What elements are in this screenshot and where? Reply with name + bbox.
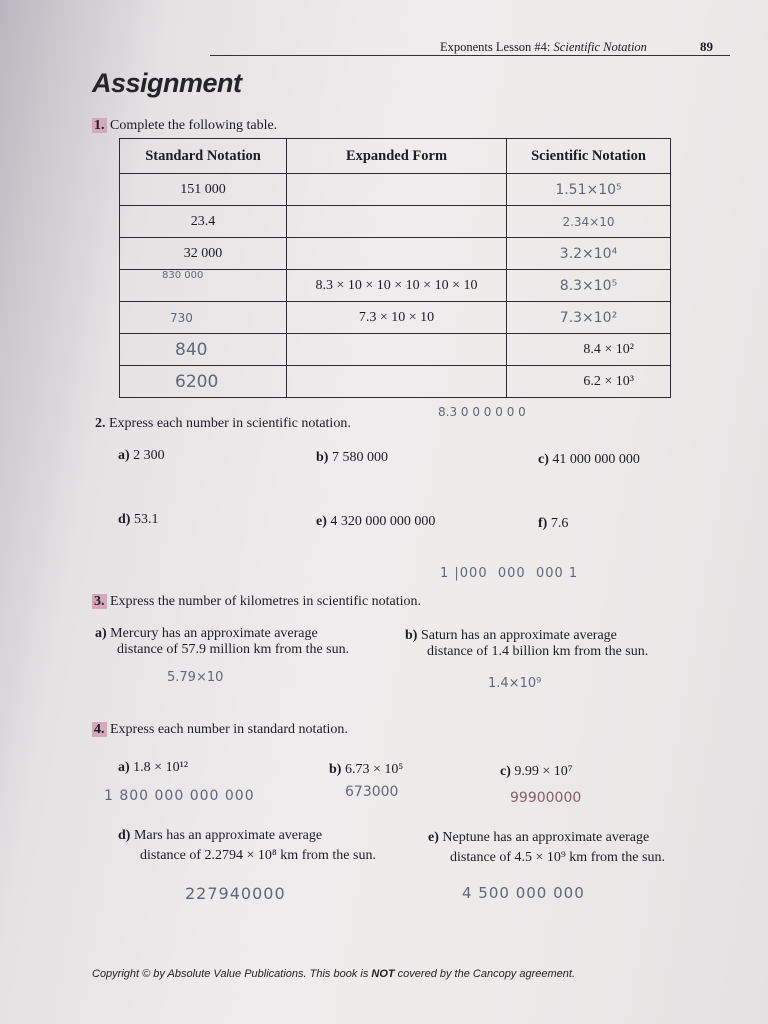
question-number: 4. xyxy=(94,722,105,737)
q3-part-a: a) Mercury has an approximate average distance of 57.9 million km from the sun. xyxy=(95,626,350,657)
question-2 xyxy=(95,416,351,432)
standard-cell: 151 000 xyxy=(120,174,287,206)
table-row xyxy=(120,206,671,238)
question-number: 2. xyxy=(95,416,106,431)
expanded-cell xyxy=(287,366,507,398)
page-number: 89 xyxy=(700,39,713,54)
q4-part-d: d) Mars has an approximate average distance of 2.2794 × 10⁸ km from the sun. xyxy=(118,828,376,863)
standard-cell: 730 xyxy=(120,302,287,334)
standard-cell: 6200 xyxy=(120,366,287,398)
copyright-notice: Copyright © by Absolute Value Publications. This book is NOT covered by the Cancopy agreement. xyxy=(92,968,576,980)
standard-cell: 23.4 xyxy=(120,206,287,238)
q2-part-e: e) 4 320 000 000 000 xyxy=(316,514,436,529)
q4-part-b: b) 6.73 × 10⁵ xyxy=(329,762,404,777)
question-4 xyxy=(92,722,348,738)
q2-part-f: f) 7.6 xyxy=(538,516,569,531)
q4-part-a: a) 1.8 × 10¹² xyxy=(118,760,188,775)
table-row xyxy=(120,334,671,366)
table-row xyxy=(120,270,671,302)
q3-part-b: b) Saturn has an approximate average distance of 1.4 billion km from the sun. xyxy=(405,628,649,659)
table-header-row xyxy=(120,139,671,174)
question-number: 1. xyxy=(94,118,105,133)
q2-part-a: a) 2 300 xyxy=(118,448,165,463)
lesson-label: Exponents Lesson #4: xyxy=(440,40,551,54)
lesson-topic: Scientific Notation xyxy=(553,40,647,54)
question-prompt: Express each number in scientific notation. xyxy=(109,416,351,431)
scratch-work: 1 |000 000 000 1 xyxy=(440,566,579,581)
q4e-answer: 4 500 000 000 xyxy=(462,884,585,902)
q3a-answer: 5.79×10 xyxy=(167,670,224,685)
expanded-cell: 8.3 × 10 × 10 × 10 × 10 × 10 xyxy=(287,270,507,302)
standard-cell: 830 000 xyxy=(120,270,287,302)
notation-table xyxy=(119,138,671,398)
q2-part-d: d) 53.1 xyxy=(118,512,159,527)
q4b-answer: 673000 xyxy=(345,784,399,800)
scientific-cell: 1.51×10⁵ xyxy=(507,174,671,206)
scientific-cell: 7.3×10² xyxy=(507,302,671,334)
q4-part-e: e) Neptune has an approximate average distance of 4.5 × 10⁹ km from the sun. xyxy=(428,830,665,865)
page-title: Assignment xyxy=(92,68,242,98)
table-row xyxy=(120,366,671,398)
table-row xyxy=(120,302,671,334)
expanded-cell xyxy=(287,206,507,238)
expanded-cell xyxy=(287,174,507,206)
column-header: Expanded Form xyxy=(287,139,507,174)
table-row xyxy=(120,174,671,206)
q4a-answer: 1 800 000 000 000 xyxy=(104,788,255,804)
q2-part-c: c) 41 000 000 000 xyxy=(538,452,640,467)
q4d-answer: 227940000 xyxy=(185,884,286,903)
lesson-header xyxy=(440,40,647,55)
column-header: Standard Notation xyxy=(120,139,287,174)
column-header: Scientific Notation xyxy=(507,139,671,174)
scientific-cell: 8.4 × 10² xyxy=(507,334,671,366)
question-1 xyxy=(92,118,277,134)
expanded-cell xyxy=(287,334,507,366)
margin-note: 8.3 0 0 0 0 0 0 xyxy=(438,405,526,419)
expanded-cell: 7.3 × 10 × 10 xyxy=(287,302,507,334)
scientific-cell: 6.2 × 10³ xyxy=(507,366,671,398)
q4c-answer: 99900000 xyxy=(510,790,582,806)
header-rule xyxy=(210,55,730,56)
scientific-cell: 3.2×10⁴ xyxy=(507,238,671,270)
standard-cell: 840 xyxy=(120,334,287,366)
scientific-cell: 2.34×10 xyxy=(507,206,671,238)
table-row xyxy=(120,238,671,270)
q4-part-c: c) 9.99 × 10⁷ xyxy=(500,764,573,779)
question-number: 3. xyxy=(94,594,105,609)
expanded-cell xyxy=(287,238,507,270)
question-prompt: Express each number in standard notation. xyxy=(110,722,348,737)
question-prompt: Express the number of kilometres in scientific notation. xyxy=(110,594,422,609)
question-3 xyxy=(92,594,421,610)
question-prompt: Complete the following table. xyxy=(110,118,278,133)
q3b-answer: 1.4×10⁹ xyxy=(488,676,542,691)
standard-cell: 32 000 xyxy=(120,238,287,270)
scientific-cell: 8.3×10⁵ xyxy=(507,270,671,302)
q2-part-b: b) 7 580 000 xyxy=(316,450,388,465)
